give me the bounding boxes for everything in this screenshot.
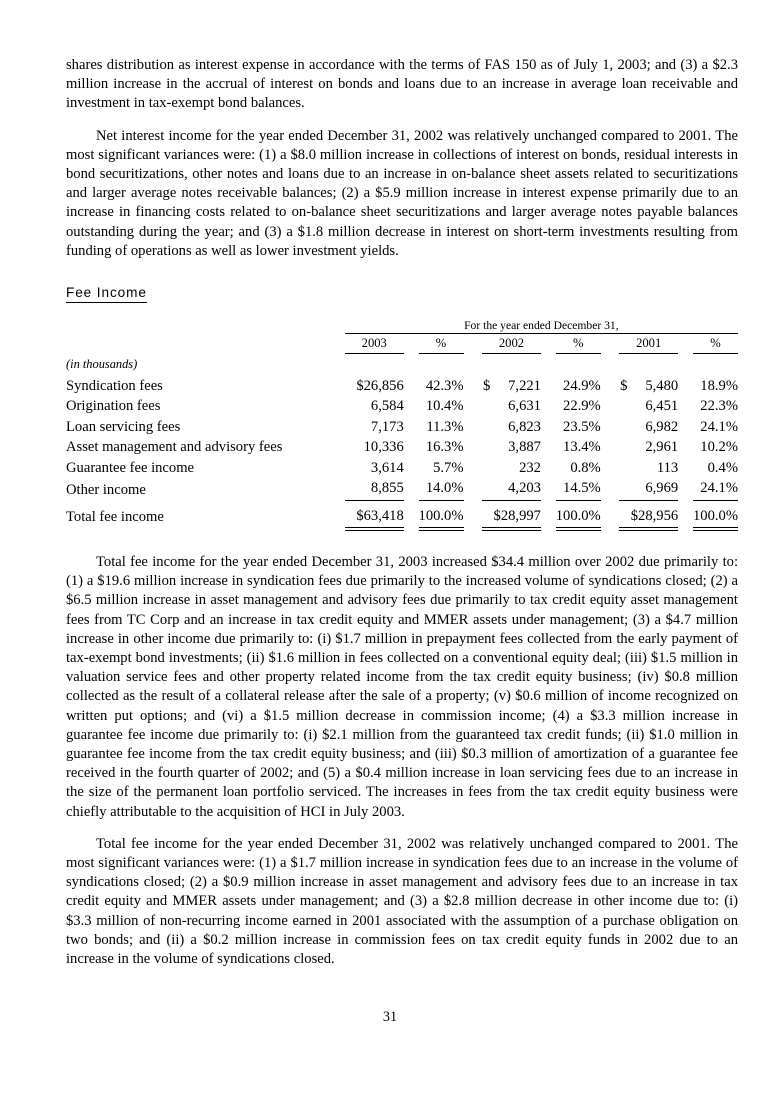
table-row bbox=[66, 458, 738, 479]
cell-gap bbox=[404, 458, 419, 479]
col-gap-2 bbox=[464, 334, 482, 354]
cell-2003: 8,855 bbox=[345, 478, 404, 500]
total-row-label: Total fee income bbox=[66, 509, 164, 526]
cell-gap bbox=[404, 396, 419, 417]
section-heading-wrap bbox=[66, 274, 738, 303]
cell-2001: 6,982 bbox=[645, 418, 679, 435]
total-2002: $28,997 bbox=[482, 500, 541, 528]
table-total-row bbox=[66, 500, 738, 528]
cell-gap bbox=[678, 528, 693, 531]
cell-gap bbox=[678, 437, 693, 458]
cell-pct-2003: 5.7% bbox=[433, 459, 464, 476]
total-2001: $28,956 bbox=[619, 500, 678, 528]
cell-pct-2003: 42.3% bbox=[425, 377, 464, 394]
cell-gap bbox=[404, 528, 419, 531]
cell-2003: 10,336 bbox=[363, 439, 404, 456]
currency-symbol: $ bbox=[482, 377, 491, 394]
column-header-pct-2002: % bbox=[556, 334, 601, 354]
cell-2002: 4,203 bbox=[482, 478, 541, 500]
paragraph-continued-fas150: shares distribution as interest expense in accordance with the terms of FAS 150 as of July 1, 2003; and (3) a $2.3 million increase in the accrual of interest on bonds and loans due to an increase in average loan receivable and investment in tax-exempt bond balances. bbox=[66, 57, 738, 112]
page-content bbox=[66, 56, 738, 982]
cell-pct-2002: 22.9% bbox=[563, 398, 601, 415]
table-row bbox=[66, 478, 738, 500]
cell-2002: 6,631 bbox=[508, 398, 541, 415]
column-header-2003: 2003 bbox=[345, 334, 404, 354]
cell-gap bbox=[678, 396, 693, 417]
column-header-2001: 2001 bbox=[619, 334, 678, 354]
table-units-note: (in thousands) bbox=[66, 356, 138, 371]
cell-gap bbox=[404, 500, 419, 528]
cell-2003: $26,856 bbox=[356, 377, 404, 394]
col-gap-1 bbox=[404, 334, 419, 354]
double-rule-pct-2001 bbox=[693, 528, 738, 531]
cell-gap bbox=[601, 500, 619, 528]
cell-2001: 2,961 bbox=[645, 439, 679, 456]
table-row bbox=[66, 437, 738, 458]
cell-gap bbox=[601, 396, 619, 417]
double-rule-2003 bbox=[345, 528, 404, 531]
cell-gap bbox=[464, 437, 482, 458]
cell-gap bbox=[601, 528, 619, 531]
cell-pct-2001: 10.2% bbox=[700, 439, 738, 456]
col-gap-5 bbox=[678, 334, 693, 354]
cell-2001: 6,969 bbox=[619, 478, 678, 500]
cell-pct-2001: 0.4% bbox=[707, 459, 738, 476]
cell-pct-2002: 24.9% bbox=[563, 377, 601, 394]
page-number: 31 bbox=[382, 1009, 398, 1025]
column-header-pct-2003: % bbox=[419, 334, 464, 354]
cell-2001: 6,451 bbox=[645, 398, 679, 415]
cell-gap bbox=[464, 478, 482, 500]
col-gap-3 bbox=[541, 334, 556, 354]
cell-2002: 232 bbox=[519, 459, 541, 476]
cell-gap bbox=[541, 376, 556, 397]
total-pct-2001: 100.0% bbox=[693, 500, 738, 528]
row-label: Asset management and advisory fees bbox=[66, 439, 283, 456]
col-gap-4 bbox=[601, 334, 619, 354]
cell-pct-2001: 22.3% bbox=[700, 398, 738, 415]
table-span-header: For the year ended December 31, bbox=[345, 319, 738, 334]
cell-gap bbox=[464, 417, 482, 438]
row-label: Origination fees bbox=[66, 398, 161, 415]
cell-pct-2001: 24.1% bbox=[693, 478, 738, 500]
double-rule-2002 bbox=[482, 528, 541, 531]
row-label: Syndication fees bbox=[66, 377, 163, 394]
table-column-header-row bbox=[66, 334, 738, 354]
double-rule-spacer bbox=[66, 528, 345, 531]
cell-2003: 3,614 bbox=[370, 459, 404, 476]
cell-gap bbox=[601, 417, 619, 438]
cell-gap bbox=[678, 500, 693, 528]
column-header-blank bbox=[66, 334, 345, 354]
cell-gap bbox=[601, 376, 619, 397]
total-2003: $63,418 bbox=[345, 500, 404, 528]
total-pct-2002: 100.0% bbox=[556, 500, 601, 528]
cell-gap bbox=[404, 478, 419, 500]
cell-value: 7,221 bbox=[508, 377, 541, 394]
total-double-rule-row bbox=[66, 528, 738, 531]
cell-pct-2002: 13.4% bbox=[563, 439, 601, 456]
cell-2003: 6,584 bbox=[370, 398, 404, 415]
cell-gap bbox=[601, 458, 619, 479]
cell-gap bbox=[601, 478, 619, 500]
cell-2002: 6,823 bbox=[508, 418, 541, 435]
cell-gap bbox=[541, 478, 556, 500]
cell-2002 bbox=[482, 376, 541, 397]
cell-pct-2001: 24.1% bbox=[700, 418, 738, 435]
cell-gap bbox=[464, 528, 482, 531]
cell-gap bbox=[541, 458, 556, 479]
cell-2001 bbox=[619, 376, 678, 397]
cell-gap bbox=[541, 500, 556, 528]
cell-pct-2003: 16.3% bbox=[425, 439, 464, 456]
cell-gap bbox=[464, 396, 482, 417]
cell-gap bbox=[601, 437, 619, 458]
currency-symbol: $ bbox=[620, 377, 628, 394]
cell-pct-2002: 14.5% bbox=[556, 478, 601, 500]
cell-gap bbox=[404, 437, 419, 458]
table-units-row bbox=[66, 354, 738, 376]
cell-gap bbox=[541, 528, 556, 531]
column-header-2002: 2002 bbox=[482, 334, 541, 354]
cell-gap bbox=[404, 376, 419, 397]
double-rule-pct-2002 bbox=[556, 528, 601, 531]
cell-gap bbox=[464, 376, 482, 397]
double-rule-pct-2003 bbox=[419, 528, 464, 531]
cell-gap bbox=[464, 500, 482, 528]
paragraph-net-interest-income-2002: Net interest income for the year ended December 31, 2002 was relatively unchanged compared to 2001. The most significant variances were: (1) a $8.0 million increase in collections of interest on bonds, residual interests in bond securitizations, other notes and loans due to an increase in on-balance sheet assets related to securitizations and larger average notes receivable balances; (2) a $5.9 million increase in interest expense primarily due to an increase in financing costs related to on-balance sheet securitizations and larger average notes payable balances outstanding during the year; and (3) a $1.8 million decrease in interest on short-term investments resulting from funding of operations as well as lower investment yields. bbox=[66, 127, 738, 259]
paragraph-total-fee-income-2002: Total fee income for the year ended December 31, 2002 was relatively unchanged compared to 2001. The most significant variances were: (1) a $1.7 million increase in syndication fees due to an increase in the volume of syndications closed; (2) a $0.9 million increase in asset management and advisory fees due to an increase in tax credit equity and MMER assets under management; and (3) a $2.8 million decrease in other income due to: (i) $3.3 million of non-recurring income earned in 2001 associated with the assumption of a purchase obligation on two bonds; and (ii) a $0.2 million increase in commission fees on tax credit equity funds in 2002 due to an increase in the volume of syndications closed. bbox=[66, 835, 738, 968]
cell-gap bbox=[541, 437, 556, 458]
units-row-filler bbox=[345, 354, 738, 376]
cell-2001: 113 bbox=[656, 459, 679, 476]
paragraph-total-fee-income-2003: Total fee income for the year ended December 31, 2003 increased $34.4 million over 2002 due primarily to: (1) a $19.6 million increase in syndication fees due primarily to the increased volume of syndications closed; (2) a $6.5 million increase in asset management and advisory fees due primarily to tax credit equity asset management fees from TC Corp and an increase in tax credit equity and MMER assets under management; (3) a $4.7 million increase in other income due primarily to: (i) $1.7 million in prepayment fees collected from the early payment of tax-exempt bond investments; (ii) $1.6 million in fees collected on a conventional equity deal; (iii) $1.5 million in valuation service fees and other property related income from the tax credit equity business; (iv) $0.8 million collected as the result of a collateral release after the sale of a property; (v) $0.6 million of income recognized on written put options; and (vi) a $1.5 million decrease in commission income; (4) a $3.3 million increase in guarantee fee income due primarily to: (i) $2.1 million from the guaranteed tax credit funds; (ii) $1.0 million in guarantee fee income from the tax credit equity business; and (iii) $0.3 million of amortization of a guarantee fee received in the fourth quarter of 2002; and (5) a $0.4 million increase in loan servicing fees due to an increase in the size of the permanent loan portfolio serviced. The increases in fees from the tax credit equity business were chiefly attributable to the acquisition of HCI in July 2003. bbox=[66, 554, 738, 820]
cell-gap bbox=[678, 478, 693, 500]
cell-pct-2002: 23.5% bbox=[563, 418, 601, 435]
cell-gap bbox=[541, 396, 556, 417]
table-row bbox=[66, 376, 738, 397]
cell-pct-2001: 18.9% bbox=[700, 377, 738, 394]
row-label: Guarantee fee income bbox=[66, 459, 195, 476]
cell-gap bbox=[404, 417, 419, 438]
fee-income-table-wrap bbox=[66, 319, 738, 531]
cell-gap bbox=[541, 417, 556, 438]
cell-pct-2003: 14.0% bbox=[419, 478, 464, 500]
cell-gap bbox=[678, 417, 693, 438]
cell-pct-2002: 0.8% bbox=[570, 459, 601, 476]
total-pct-2003: 100.0% bbox=[419, 500, 464, 528]
cell-2002: 3,887 bbox=[508, 439, 541, 456]
table-row bbox=[66, 417, 738, 438]
section-heading-fee-income: Fee Income bbox=[66, 285, 147, 303]
span-header-spacer bbox=[66, 319, 345, 334]
table-span-header-row bbox=[66, 319, 738, 334]
cell-2003: 7,173 bbox=[370, 418, 404, 435]
cell-gap bbox=[678, 458, 693, 479]
cell-value: 5,480 bbox=[645, 377, 679, 394]
column-header-pct-2001: % bbox=[693, 334, 738, 354]
cell-gap bbox=[464, 458, 482, 479]
fee-income-table bbox=[66, 319, 738, 531]
cell-pct-2003: 10.4% bbox=[425, 398, 464, 415]
cell-gap bbox=[678, 376, 693, 397]
row-label: Loan servicing fees bbox=[66, 418, 181, 435]
table-row bbox=[66, 396, 738, 417]
double-rule-2001 bbox=[619, 528, 678, 531]
cell-pct-2003: 11.3% bbox=[426, 418, 464, 435]
row-label: Other income bbox=[66, 481, 146, 498]
